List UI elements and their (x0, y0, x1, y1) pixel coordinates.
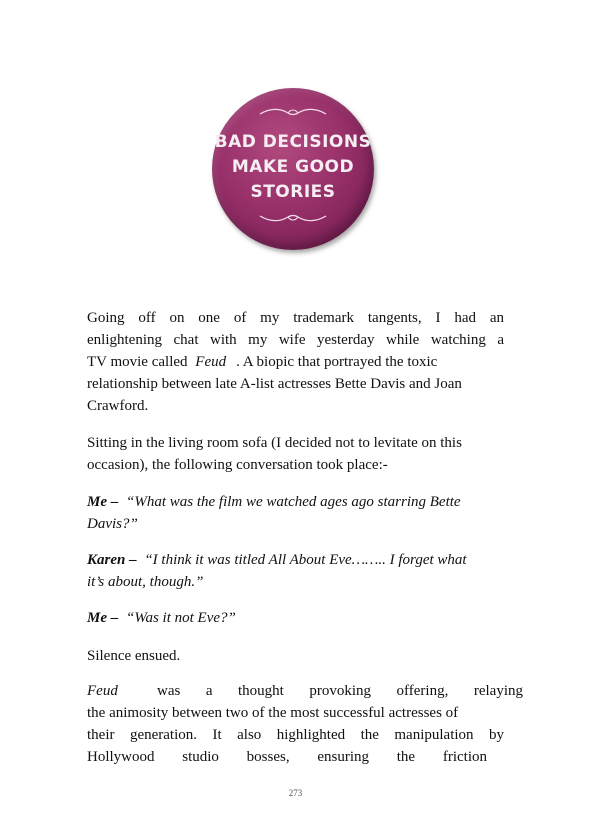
speaker-label: Me – (87, 610, 119, 626)
dialogue-text: “I think it was titled All About Eve……. (144, 552, 383, 568)
text-line: Going off on one of my trademark tangents, I had an (87, 310, 504, 326)
badge-image (212, 88, 378, 254)
text-line: Sitting in the living room sofa (I decided not to levitate on this (87, 435, 462, 451)
badge-line-3: STORIES (250, 182, 336, 202)
paragraph-4 (87, 680, 523, 768)
dialogue-2 (87, 549, 504, 593)
text-line: relationship between late A-list actresses Bette Davis and Joan (87, 376, 462, 392)
dialogue-1 (87, 491, 504, 535)
badge-line-1: BAD DECISIONS (214, 132, 372, 152)
dialogue-text: Davis?” (87, 516, 138, 532)
text-line: TV movie called Feud . A biopic that portrayed the toxic (87, 354, 438, 370)
text-line: enlightening chat with my wife yesterday while watching a (87, 332, 504, 348)
text-line: occasion), the following conversation took place:- (87, 457, 388, 473)
dialogue-text: “Was it not Eve?” (126, 610, 236, 626)
dialogue-text: “What was the film we watched ages ago starring Bette (126, 494, 461, 510)
film-title: Feud (195, 354, 227, 370)
speaker-label: Me – (87, 494, 119, 510)
flourish-top-icon (258, 106, 328, 118)
film-title: Feud (87, 683, 118, 699)
text-line: the animosity between two of the most successful actresses of (87, 705, 459, 721)
paragraph-3 (87, 645, 504, 667)
page-number: 273 (288, 788, 303, 798)
badge-button-graphic (212, 88, 374, 250)
text-line: Silence ensued. (87, 648, 181, 664)
text-line: was a thought provoking offering, relaying (157, 683, 523, 699)
text-line: Hollywood studio bosses, ensuring the friction (87, 749, 487, 765)
flourish-bottom-icon (258, 212, 328, 224)
text-line: their generation. It also highlighted the manipulation by (87, 727, 504, 743)
dialogue-text: it’s about, though.” (87, 574, 204, 590)
dialogue-3 (87, 607, 504, 629)
paragraph-2 (87, 432, 504, 476)
text-line: Crawford. (87, 398, 149, 414)
badge-line-2: MAKE GOOD (231, 157, 355, 177)
speaker-label: Karen – (87, 552, 137, 568)
dialogue-text: . I forget what (382, 552, 467, 568)
paragraph-1 (87, 307, 504, 417)
